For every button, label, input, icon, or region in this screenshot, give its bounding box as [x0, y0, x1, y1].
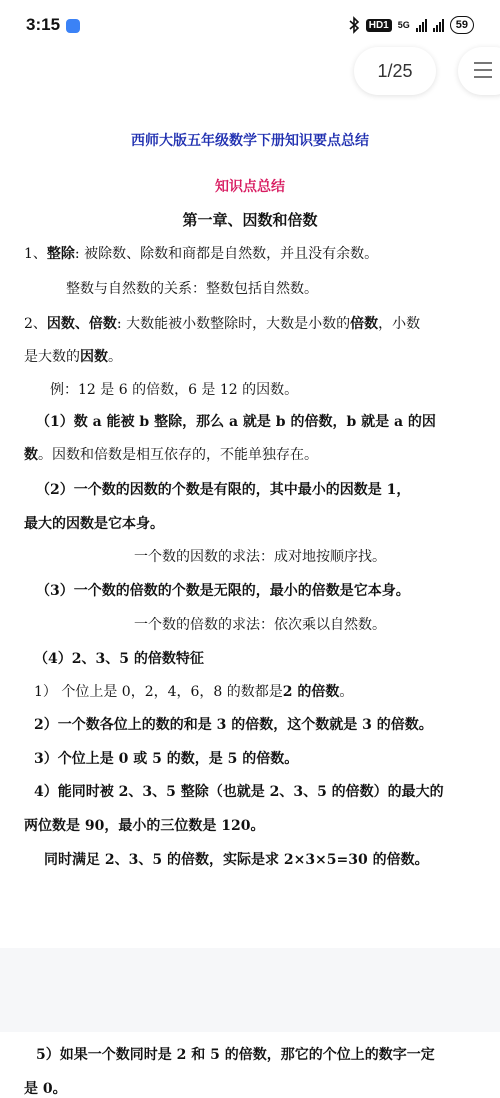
text-line-14: 1） 个位上是 0，2，4，6，8 的数都是2 的倍数。	[34, 684, 354, 700]
menu-icon	[474, 62, 492, 83]
text-line-5: 例：12 是 6 的倍数，6 是 12 的因数。	[50, 382, 299, 398]
text-line-4: 是大数的因数。	[24, 349, 122, 365]
text-line-19: 同时满足 2、3、5 的倍数，实际是求 2×3×5=30 的倍数。	[44, 852, 429, 868]
page-indicator-label: 1/25	[377, 60, 413, 81]
page-indicator[interactable]	[354, 47, 436, 95]
battery-icon	[450, 16, 474, 34]
text-line-15: 2）一个数各位上的数的和是 3 的倍数，这个数就是 3 的倍数。	[34, 717, 433, 733]
status-time: 3:15	[26, 15, 61, 34]
text-line-9: 最大的因数是它本身。	[24, 516, 164, 532]
text-line-13: （4）2、3、5 的倍数特征	[34, 651, 204, 667]
signal-icon	[416, 18, 427, 32]
battery-level: 59	[455, 19, 468, 31]
chapter-title: 第一章、因数和倍数	[182, 211, 318, 229]
text-line-16: 3）个位上是 0 或 5 的数，是 5 的倍数。	[34, 751, 299, 767]
text-line-1: 1、整除: 被除数、除数和商都是自然数，并且没有余数。	[24, 246, 379, 262]
text-line-8: （2）一个数的因数的个数是有限的，其中最小的因数是 1，	[36, 482, 411, 498]
menu-button[interactable]	[458, 47, 500, 95]
text-line-10: 一个数的因数的求法：成对地按顺序找。	[134, 549, 386, 565]
network-type: 5G	[397, 20, 410, 30]
status-icons	[348, 16, 474, 34]
page-separator	[0, 948, 500, 1032]
text-line-17: 4）能同时被 2、3、5 整除（也就是 2、3、5 的倍数）的最大的	[34, 784, 444, 800]
text-line-18: 两位数是 90，最小的三位数是 120。	[24, 818, 265, 834]
text-line-2: 整数与自然数的关系：整数包括自然数。	[66, 281, 318, 297]
document-title: 西师大版五年级数学下册知识要点总结	[131, 133, 369, 149]
text-line-21: 是 0。	[24, 1081, 67, 1097]
text-line-7: 数。因数和倍数是相互依存的，不能单独存在。	[24, 447, 318, 463]
text-line-12: 一个数的倍数的求法：依次乘以自然数。	[134, 617, 386, 633]
text-line-20: 5）如果一个数同时是 2 和 5 的倍数，那它的个位上的数字一定	[36, 1047, 435, 1063]
signal-icon-2	[433, 18, 444, 32]
app-notification-icon	[66, 19, 80, 33]
section-title: 知识点总结	[215, 179, 285, 195]
hd-badge: HD1	[366, 19, 392, 32]
text-line-3: 2、因数、倍数: 大数能被小数整除时，大数是小数的倍数，小数	[24, 316, 421, 332]
text-line-11: （3）一个数的倍数的个数是无限的，最小的倍数是它本身。	[36, 583, 410, 599]
status-bar	[0, 0, 500, 52]
text-line-6: （1）数 a 能被 b 整除，那么 a 就是 b 的倍数，b 就是 a 的因	[36, 414, 436, 430]
bluetooth-icon	[348, 16, 360, 34]
